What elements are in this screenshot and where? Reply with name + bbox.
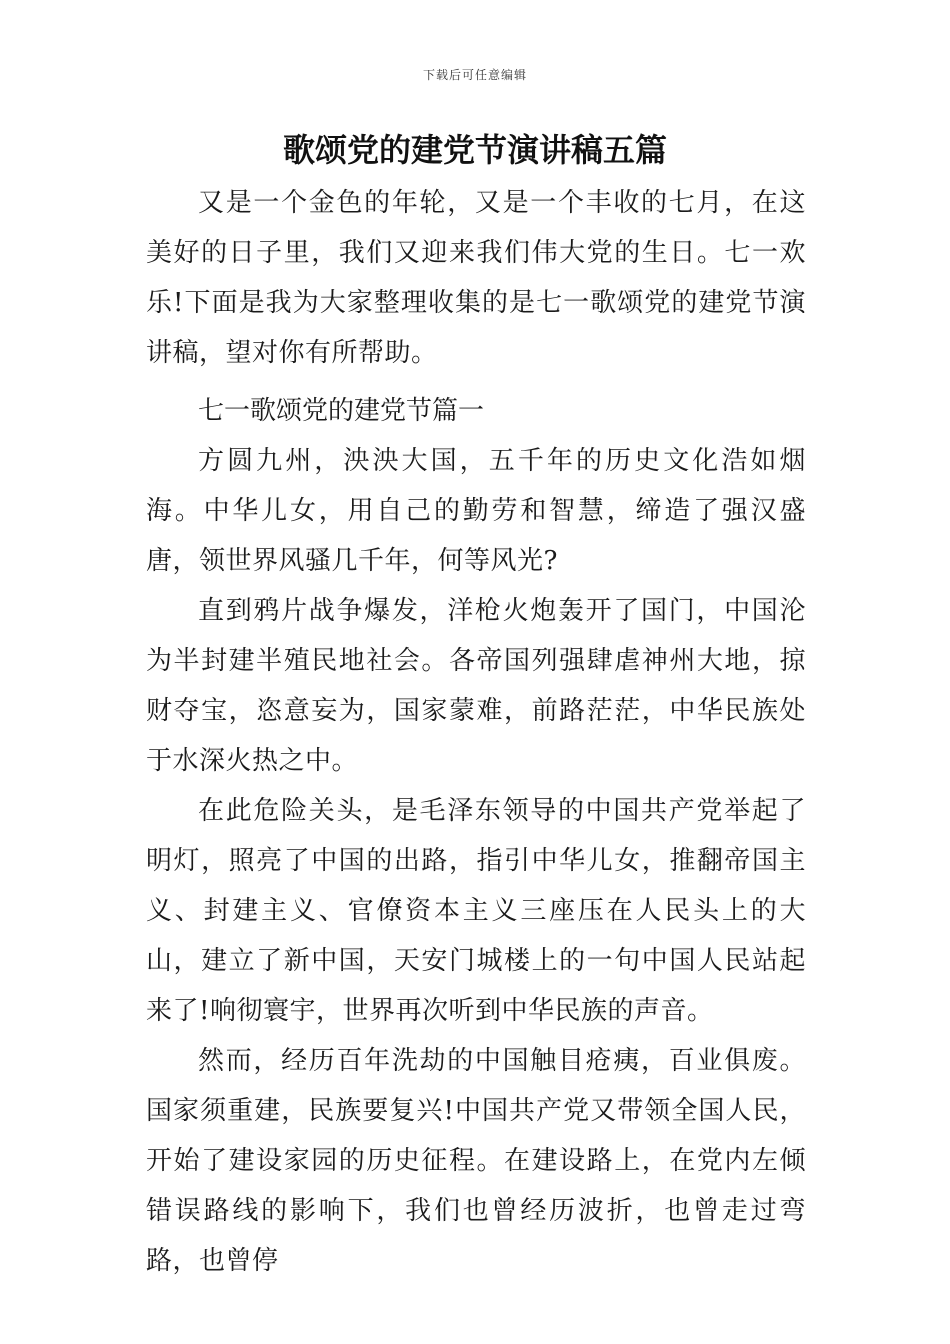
intro-paragraph: 又是一个金色的年轮，又是一个丰收的七月，在这美好的日子里，我们又迎来我们伟大党的生日。七一欢乐!下面是我为大家整理收集的是七一歌颂党的建党节演讲稿，望对你有所帮助。	[146, 188, 806, 368]
body-paragraph-4: 然而，经历百年洗劫的中国触目疮痍，百业俱废。国家须重建，民族要复兴!中国共产党又带领全国人民，开始了建设家园的历史征程。在建设路上，在党内左倾错误路线的影响下，我们也曾经历波折，也曾走过弯路，也曾停	[146, 1046, 806, 1276]
document-body	[146, 178, 806, 1286]
document-title: 歌颂党的建党节演讲稿五篇	[282, 131, 667, 169]
body-paragraph-3: 在此危险关头，是毛泽东领导的中国共产党举起了明灯，照亮了中国的出路，指引中华儿女，推翻帝国主义、封建主义、官僚资本主义三座压在人民头上的大山，建立了新中国，天安门城楼上的一句中国人民站起来了!响彻寰宇，世界再次听到中华民族的声音。	[146, 796, 806, 1026]
header-note: 下载后可任意编辑	[422, 68, 527, 82]
section-heading: 七一歌颂党的建党节篇一	[198, 396, 485, 426]
body-paragraph-1: 方圆九州，泱泱大国，五千年的历史文化浩如烟海。中华儿女，用自己的勤劳和智慧，缔造了强汉盛唐，领世界风骚几千年，何等风光?	[146, 446, 806, 576]
body-paragraph-2: 直到鸦片战争爆发，洋枪火炮轰开了国门，中国沦为半封建半殖民地社会。各帝国列强肆虐神州大地，掠财夺宝，恣意妄为，国家蒙难，前路茫茫，中华民族处于水深火热之中。	[146, 596, 806, 776]
